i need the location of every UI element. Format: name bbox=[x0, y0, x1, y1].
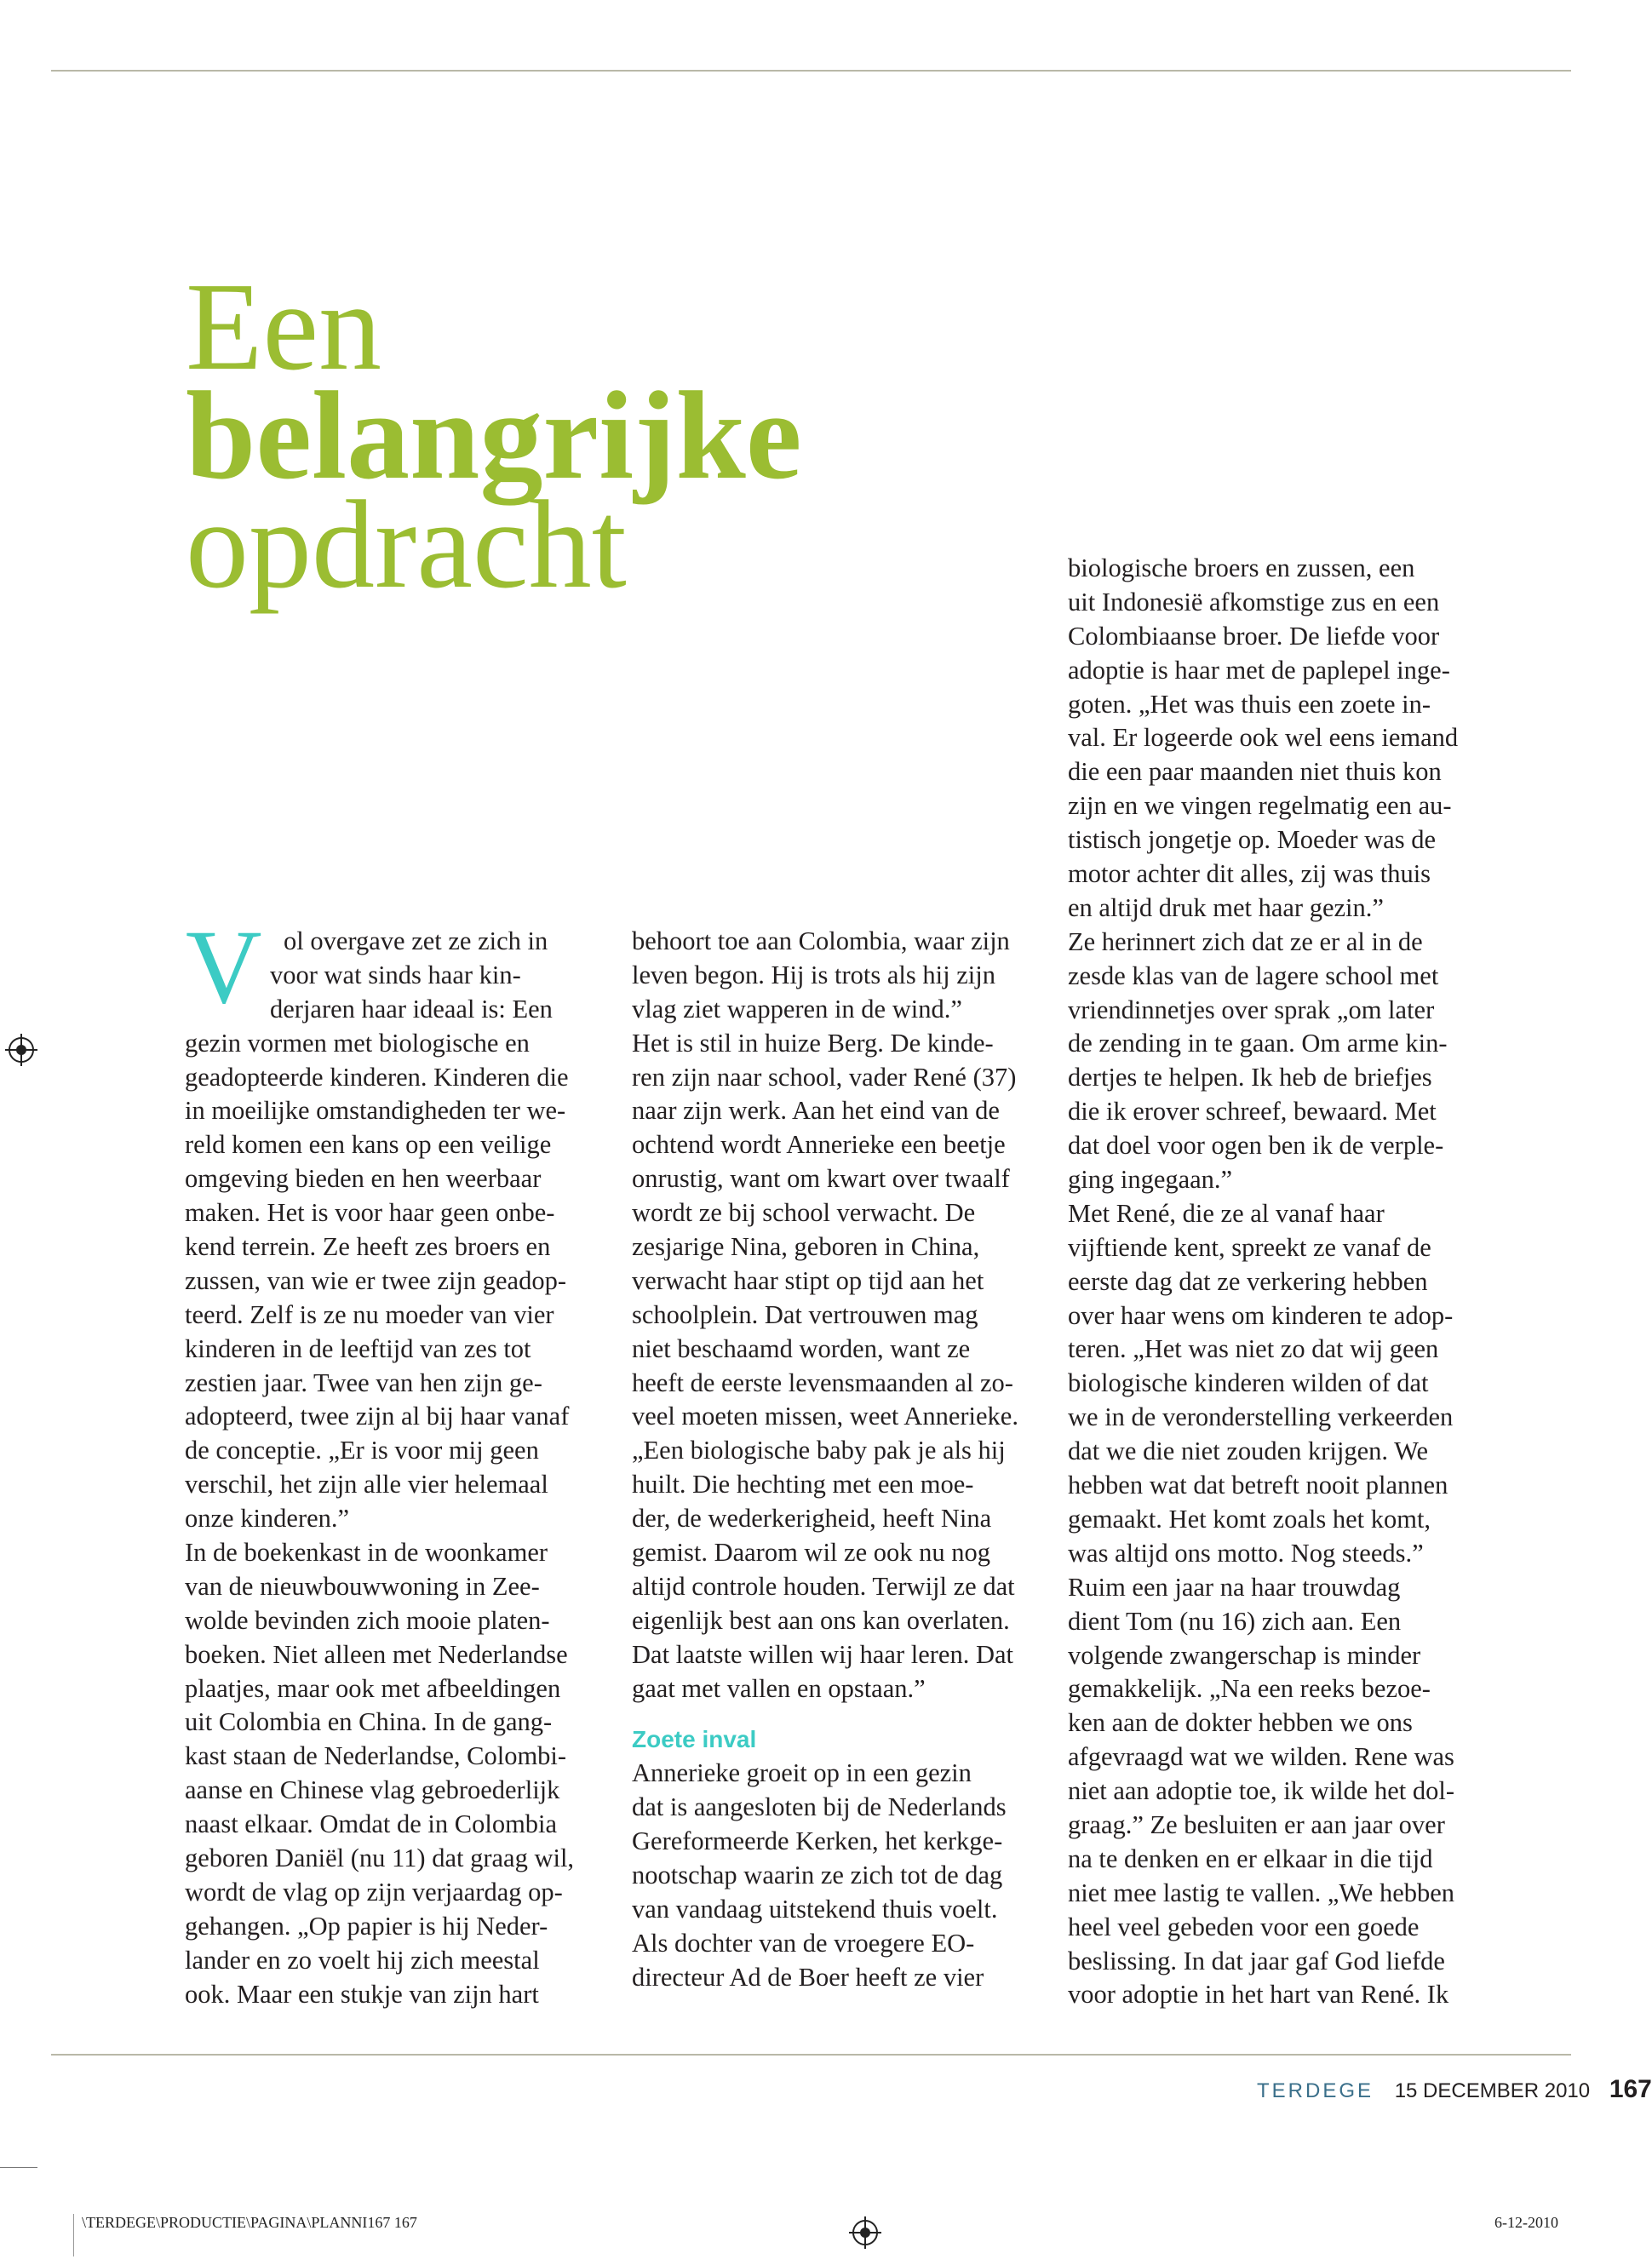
text-line: zestien jaar. Twee van hen zijn ge- bbox=[185, 1368, 542, 1397]
text-line: vlag ziet wapperen in de wind.” bbox=[632, 994, 962, 1024]
text-line: gaat met vallen en opstaan.” bbox=[632, 1673, 926, 1703]
top-rule bbox=[51, 70, 1571, 72]
text-line: biologische kinderen wilden of dat bbox=[1068, 1368, 1429, 1398]
text-line: kend terrein. Ze heeft zes broers en bbox=[185, 1232, 551, 1262]
text-line: na te denken en er elkaar in die tijd bbox=[1068, 1844, 1433, 1873]
article-title bbox=[186, 257, 802, 615]
text-line: gehangen. „Op papier is hij Neder- bbox=[185, 1911, 548, 1941]
text-line: leven begon. Hij is trots als hij zijn bbox=[632, 960, 995, 989]
text-line: val. Er logeerde ook wel eens iemand bbox=[1068, 723, 1459, 753]
registration-mark-icon bbox=[9, 1037, 34, 1063]
print-slug-date: 6-12-2010 bbox=[1494, 2214, 1558, 2231]
text-line: Annerieke groeit op in een gezin bbox=[632, 1758, 972, 1788]
text-line: Het is stil in huize Berg. De kinde- bbox=[632, 1028, 994, 1058]
text-line: dat doel voor ogen ben ik de verple- bbox=[1068, 1131, 1444, 1161]
title-line-2: belangrijke bbox=[186, 366, 802, 506]
text-line: directeur Ad de Boer heeft ze vier bbox=[632, 1962, 984, 1992]
text-line: ken aan de dokter hebben we ons bbox=[1068, 1708, 1413, 1738]
text-line: zussen, van wie er twee zijn geadop- bbox=[185, 1265, 566, 1295]
text-line: huilt. Die hechting met een moe- bbox=[632, 1470, 974, 1499]
text-line: ging ingegaan.” bbox=[1068, 1165, 1233, 1195]
text-line: nootschap waarin ze zich tot de dag bbox=[632, 1861, 1003, 1890]
text-line: zijn en we vingen regelmatig een au- bbox=[1068, 791, 1452, 821]
text-line: voor adoptie in het hart van René. Ik bbox=[1068, 1980, 1449, 2010]
bottom-rule bbox=[51, 2054, 1571, 2056]
text-line: verwacht haar stipt op tijd aan het bbox=[632, 1265, 984, 1295]
text-line: en altijd druk met haar gezin.” bbox=[1068, 892, 1384, 922]
text-line: geadopteerde kinderen. Kinderen die bbox=[185, 1062, 569, 1092]
text-line: teerd. Zelf is ze nu moeder van vier bbox=[185, 1299, 554, 1329]
text-line: verschil, het zijn alle vier helemaal bbox=[185, 1470, 548, 1499]
text-line: vriendinnetjes over sprak „om later bbox=[1068, 995, 1435, 1024]
text-line: dat we die niet zouden krijgen. We bbox=[1068, 1436, 1428, 1466]
text-line: behoort toe aan Colombia, waar zijn bbox=[632, 926, 1010, 955]
page-number: 167 bbox=[1609, 2075, 1652, 2103]
text-line: onrustig, want om kwart over twaalf bbox=[632, 1164, 1010, 1194]
text-column-2 bbox=[632, 925, 1075, 1995]
issue-date: 15 DECEMBER 2010 bbox=[1394, 2079, 1591, 2102]
text-line: adopteerd, twee zijn al bij haar vanaf bbox=[185, 1402, 570, 1431]
text-line: maken. Het is voor haar geen onbe- bbox=[185, 1198, 555, 1228]
text-line: graag.” Ze besluiten er aan jaar over bbox=[1068, 1809, 1445, 1839]
text-line: wordt ze bij school verwacht. De bbox=[632, 1198, 976, 1228]
text-line: „Een biologische baby pak je als hij bbox=[632, 1436, 1006, 1465]
text-line: vijftiende kent, spreekt ze vanaf de bbox=[1068, 1232, 1431, 1262]
text-line: niet mee lastig te vallen. „We hebben bbox=[1068, 1878, 1455, 1907]
text-line: In de boekenkast in de woonkamer bbox=[185, 1538, 548, 1568]
text-line: wolde bevinden zich mooie platen- bbox=[185, 1605, 550, 1635]
text-line: uit Indonesië afkomstige zus en een bbox=[1068, 587, 1440, 616]
text-line: gezin vormen met biologische en bbox=[185, 1028, 530, 1058]
text-line: aanse en Chinese vlag gebroederlijk bbox=[185, 1775, 560, 1805]
text-line: gemist. Daarom wil ze ook nu nog bbox=[632, 1538, 990, 1568]
text-column-1 bbox=[185, 925, 628, 2012]
text-line: naast elkaar. Omdat de in Colombia bbox=[185, 1809, 558, 1839]
text-line: Colombiaanse broer. De liefde voor bbox=[1068, 621, 1440, 651]
text-line: derjaren haar ideaal is: Een bbox=[270, 994, 553, 1024]
text-line: ook. Maar een stukje van zijn hart bbox=[185, 1979, 539, 2009]
text-line: Dat laatste willen wij haar leren. Dat bbox=[632, 1639, 1013, 1669]
text-line: eigenlijk best aan ons kan overlaten. bbox=[632, 1605, 1010, 1635]
text-line: van de nieuwbouwwoning in Zee- bbox=[185, 1571, 540, 1601]
text-line: naar zijn werk. Aan het eind van de bbox=[632, 1096, 1000, 1126]
subheading: Zoete inval bbox=[632, 1726, 757, 1753]
text-line: heeft de eerste levensmaanden al zo- bbox=[632, 1368, 1013, 1397]
text-line: motor achter dit alles, zij was thuis bbox=[1068, 859, 1431, 889]
text-line: schoolplein. Dat vertrouwen mag bbox=[632, 1299, 978, 1329]
text-line: plaatjes, maar ook met afbeeldingen bbox=[185, 1673, 561, 1703]
crop-mark bbox=[73, 2214, 74, 2256]
title-line-3: opdracht bbox=[186, 475, 627, 615]
text-line: dat is aangesloten bij de Nederlands bbox=[632, 1792, 1007, 1822]
text-line: hebben wat dat betreft nooit plannen bbox=[1068, 1471, 1448, 1500]
magazine-name: TERDEGE bbox=[1257, 2079, 1374, 2102]
text-line: Als dochter van de vroegere EO- bbox=[632, 1928, 975, 1958]
spacer bbox=[632, 1706, 1075, 1723]
text-line: beslissing. In dat jaar gaf God liefde bbox=[1068, 1946, 1445, 1975]
text-line: ren zijn naar school, vader René (37) bbox=[632, 1062, 1017, 1092]
text-line: lander en zo voelt hij zich meestal bbox=[185, 1945, 540, 1975]
text-line: afgevraagd wat we wilden. Rene was bbox=[1068, 1742, 1454, 1772]
text-line: die een paar maanden niet thuis kon bbox=[1068, 757, 1442, 787]
text-line: Gereformeerde Kerken, het kerkge- bbox=[632, 1826, 1003, 1856]
text-line: dertjes te helpen. Ik heb de briefjes bbox=[1068, 1063, 1432, 1092]
text-line: kinderen in de leeftijd van zes tot bbox=[185, 1333, 531, 1363]
text-line: ol overgave zet ze zich in bbox=[284, 926, 548, 955]
text-line: die ik erover schreef, bewaard. Met bbox=[1068, 1097, 1437, 1127]
text-line: ochtend wordt Annerieke een beetje bbox=[632, 1130, 1006, 1160]
text-line: omgeving bieden en hen weerbaar bbox=[185, 1164, 542, 1194]
text-line: kast staan de Nederlandse, Colombi- bbox=[185, 1741, 567, 1771]
text-line: de conceptie. „Er is voor mij geen bbox=[185, 1436, 539, 1465]
text-line: gemaakt. Het komt zoals het komt, bbox=[1068, 1504, 1431, 1534]
text-line: Ze herinnert zich dat ze er al in de bbox=[1068, 926, 1423, 956]
text-line: onze kinderen.” bbox=[185, 1504, 350, 1534]
text-line: reld komen een kans op een veilige bbox=[185, 1130, 552, 1160]
text-line: der, de wederkerigheid, heeft Nina bbox=[632, 1504, 992, 1534]
text-line: eerste dag dat ze verkering hebben bbox=[1068, 1266, 1428, 1296]
print-slug-path: \TERDEGE\PRODUCTIE\PAGINA\PLANNI167 167 bbox=[82, 2214, 417, 2231]
text-line: adoptie is haar met de paplepel inge- bbox=[1068, 655, 1450, 685]
text-line: de zending in te gaan. Om arme kin- bbox=[1068, 1029, 1448, 1058]
text-line: zesjarige Nina, geboren in China, bbox=[632, 1232, 980, 1262]
text-line: dient Tom (nu 16) zich aan. Een bbox=[1068, 1606, 1402, 1636]
text-line: gemakkelijk. „Na een reeks bezoe- bbox=[1068, 1674, 1431, 1704]
text-line: wordt de vlag op zijn verjaardag op- bbox=[185, 1877, 563, 1907]
text-line: heel veel gebeden voor een goede bbox=[1068, 1912, 1420, 1941]
text-line: uit Colombia en China. In de gang- bbox=[185, 1707, 553, 1737]
text-line: goten. „Het was thuis een zoete in- bbox=[1068, 689, 1431, 719]
text-line: biologische broers en zussen, een bbox=[1068, 553, 1415, 582]
page-footer bbox=[1257, 2075, 1652, 2104]
text-line: boeken. Niet alleen met Nederlandse bbox=[185, 1639, 568, 1669]
text-line: van vandaag uitstekend thuis voelt. bbox=[632, 1894, 998, 1924]
text-line: Met René, die ze al vanaf haar bbox=[1068, 1198, 1385, 1228]
text-line: Ruim een jaar na haar trouwdag bbox=[1068, 1572, 1401, 1602]
drop-cap: V bbox=[186, 909, 262, 1025]
text-line: niet aan adoptie toe, ik wilde het dol- bbox=[1068, 1776, 1454, 1806]
text-line: niet beschaamd worden, want ze bbox=[632, 1333, 971, 1363]
text-line: geboren Daniël (nu 11) dat graag wil, bbox=[185, 1844, 575, 1873]
text-line: altijd controle houden. Terwijl ze dat bbox=[632, 1571, 1015, 1601]
text-line: zesde klas van de lagere school met bbox=[1068, 960, 1439, 990]
registration-mark-icon bbox=[852, 2220, 878, 2245]
title-line-1: Een bbox=[186, 257, 382, 397]
text-line: volgende zwangerschap is minder bbox=[1068, 1640, 1421, 1670]
text-line: voor wat sinds haar kin- bbox=[270, 960, 521, 989]
text-line: was altijd ons motto. Nog steeds.” bbox=[1068, 1538, 1424, 1568]
text-line: veel moeten missen, weet Annerieke. bbox=[632, 1402, 1018, 1431]
text-line: tistisch jongetje op. Moeder was de bbox=[1068, 825, 1436, 855]
text-line: in moeilijke omstandigheden ter we- bbox=[185, 1096, 566, 1126]
text-line: we in de veronderstelling verkeerden bbox=[1068, 1402, 1454, 1432]
text-column-3 bbox=[1068, 552, 1511, 2012]
text-line: over haar wens om kinderen te adop- bbox=[1068, 1300, 1454, 1330]
text-line: teren. „Het was niet zo dat wij geen bbox=[1068, 1334, 1439, 1364]
crop-mark bbox=[0, 2167, 37, 2168]
